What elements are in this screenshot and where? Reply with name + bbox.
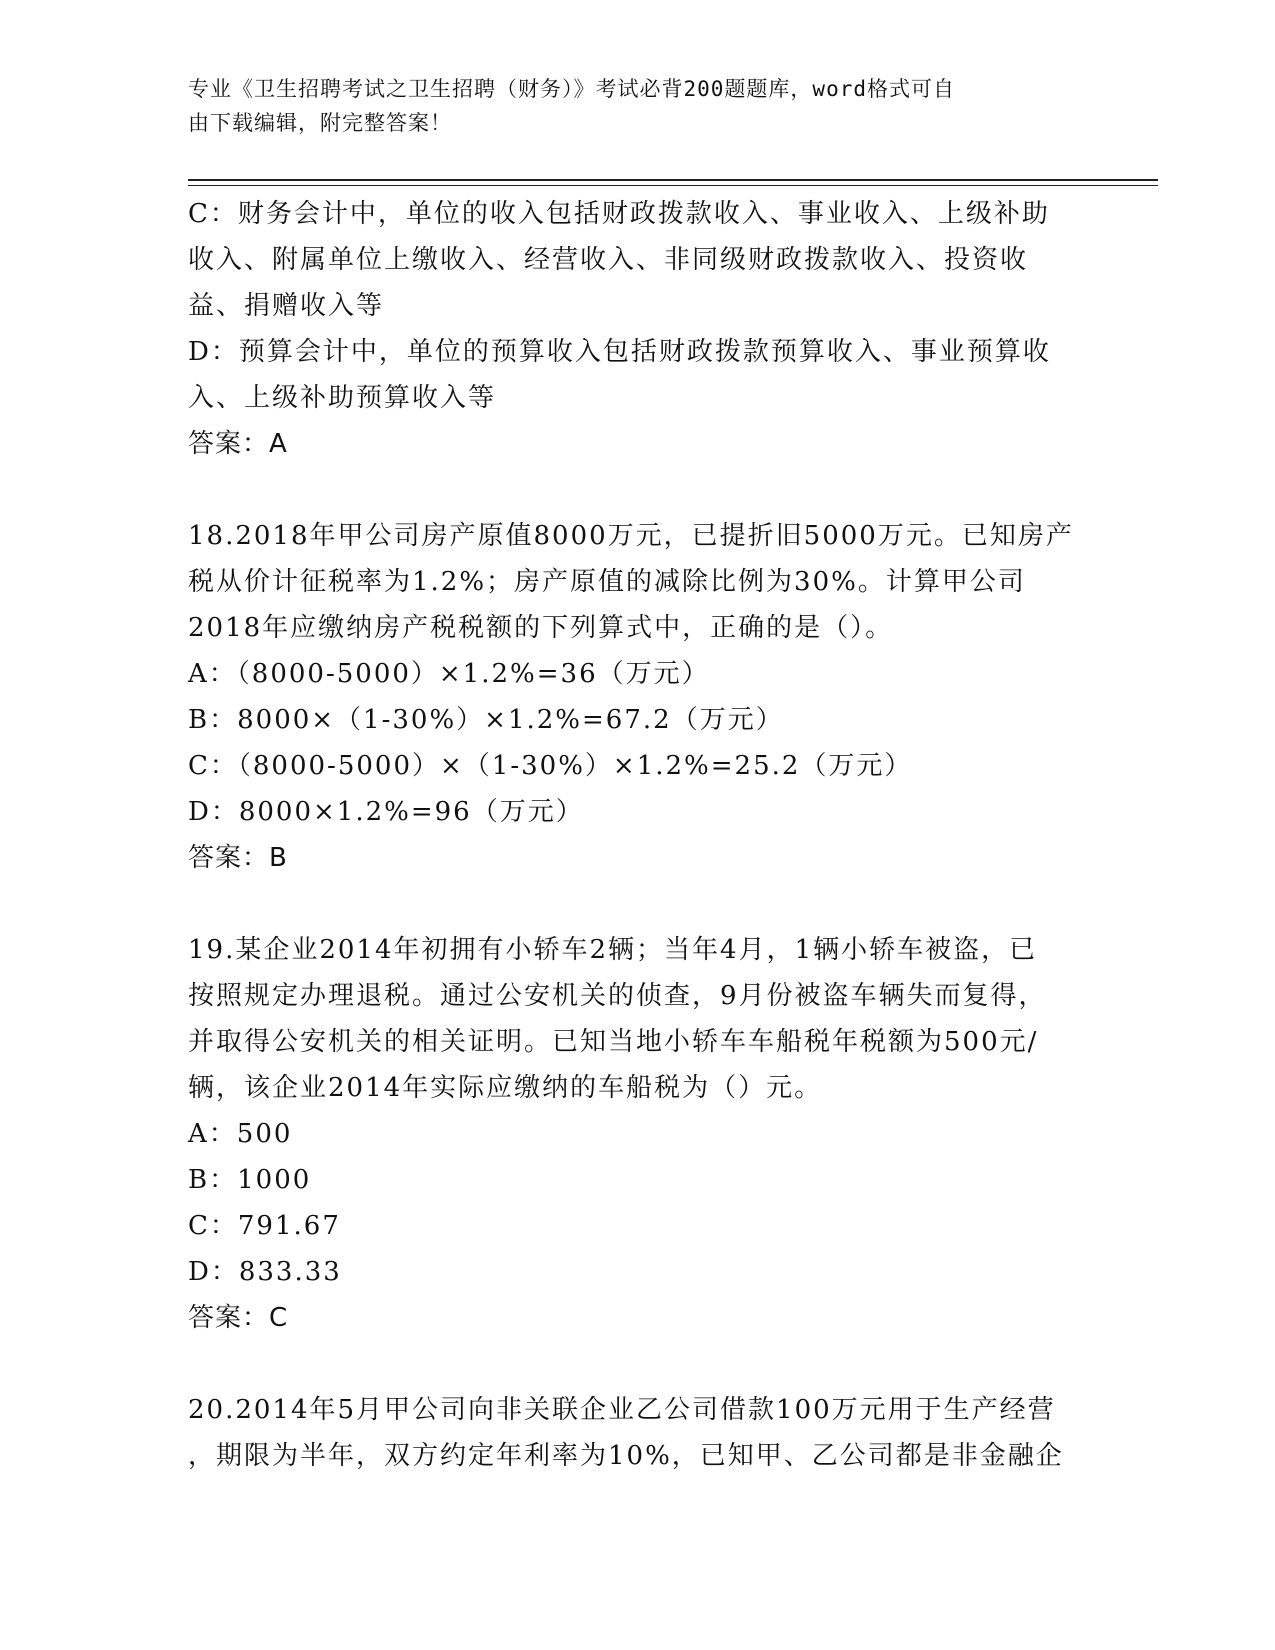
- question-18-option-a: A：（8000-5000）×1.2%=36（万元）: [188, 659, 710, 689]
- stem-line: 辆，该企业2014年实际应缴纳的车船税为（）元。: [188, 1073, 823, 1103]
- question-18-option-c: C：（8000-5000）×（1-30%）×1.2%=25.2（万元）: [188, 751, 913, 781]
- header-title-line-1: 专业《卫生招聘考试之卫生招聘（财务）》考试必背200题题库，word格式可自: [188, 77, 955, 101]
- stem-line: 18.2018年甲公司房产原值8000万元，已提折旧5000万元。已知房产: [188, 521, 1074, 551]
- question-19-answer: 答案：C: [188, 1303, 289, 1333]
- header-divider-thick: [188, 179, 1158, 181]
- question-18-option-d: D：8000×1.2%=96（万元）: [188, 797, 584, 827]
- question-20-stem: [188, 1387, 1088, 1479]
- question-17-option-d: [188, 329, 1088, 421]
- document-body: [188, 191, 1088, 1479]
- option-line: 入、上级补助预算收入等: [188, 383, 497, 413]
- header-title-line-2: 由下载编辑，附完整答案！: [188, 111, 452, 135]
- option-line: 收入、附属单位上缴收入、经营收入、非同级财政拨款收入、投资收: [188, 245, 1029, 275]
- question-19-option-b: B：1000: [188, 1165, 312, 1195]
- stem-line: 按照规定办理退税。通过公安机关的侦查，9月份被盗车辆失而复得，: [188, 981, 1047, 1011]
- document-header: [188, 72, 1068, 140]
- stem-line: 税从价计征税率为1.2%；房产原值的减除比例为30%。计算甲公司: [188, 567, 1026, 597]
- option-line: C：财务会计中，单位的收入包括财政拨款收入、事业收入、上级补助: [188, 199, 1050, 229]
- question-19-option-d: D：833.33: [188, 1257, 342, 1287]
- stem-line: 并取得公安机关的相关证明。已知当地小轿车车船税年税额为500元/: [188, 1027, 1039, 1057]
- spacer: [188, 881, 1088, 927]
- stem-line: 20.2014年5月甲公司向非关联企业乙公司借款100万元用于生产经营: [188, 1395, 1056, 1425]
- question-18-option-b: B：8000×（1-30%）×1.2%=67.2（万元）: [188, 705, 784, 735]
- stem-line: ，期限为半年，双方约定年利率为10%，已知甲、乙公司都是非金融企: [188, 1441, 1064, 1471]
- question-19-option-c: C：791.67: [188, 1211, 341, 1241]
- option-line: 益、捐赠收入等: [188, 291, 385, 321]
- question-19-option-a: A：500: [188, 1119, 293, 1149]
- question-17-answer: 答案：A: [188, 429, 288, 459]
- spacer: [188, 1341, 1088, 1387]
- question-18-stem: [188, 513, 1088, 651]
- option-line: D：预算会计中，单位的预算收入包括财政拨款预算收入、事业预算收: [188, 337, 1051, 367]
- stem-line: 19.某企业2014年初拥有小轿车2辆；当年4月，1辆小轿车被盗，已: [188, 935, 1038, 965]
- header-divider-thin: [188, 185, 1158, 186]
- spacer: [188, 467, 1088, 513]
- question-19-stem: [188, 927, 1088, 1111]
- stem-line: 2018年应缴纳房产税税额的下列算式中，正确的是（）。: [188, 613, 894, 643]
- question-18-answer: 答案：B: [188, 843, 288, 873]
- question-17-option-c: [188, 191, 1088, 329]
